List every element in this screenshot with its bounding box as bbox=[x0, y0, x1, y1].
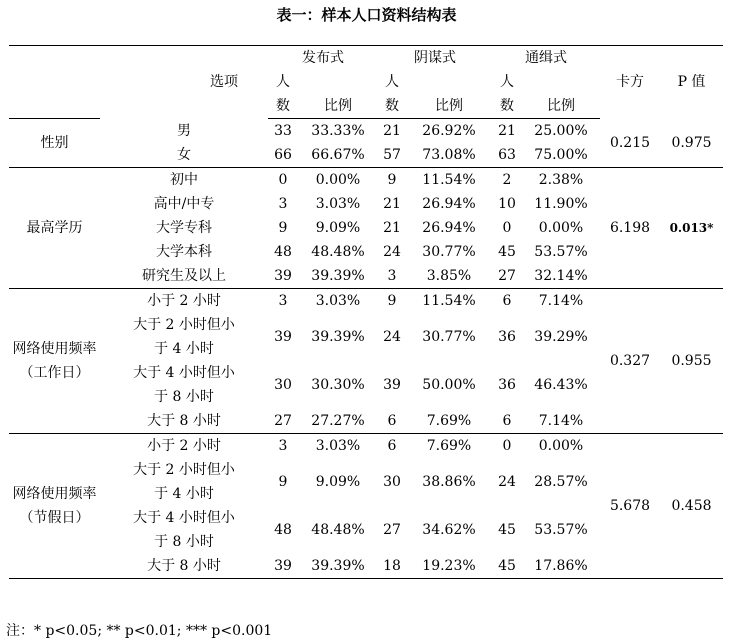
cell: 28.57% bbox=[534, 474, 588, 490]
cell: 75.00% bbox=[522, 143, 600, 168]
chi-value: 0.327 bbox=[600, 289, 660, 434]
row-label: 女 bbox=[100, 143, 268, 168]
header-blank bbox=[9, 46, 100, 71]
header-count-bottom: 数 bbox=[268, 94, 298, 119]
cell: 48 bbox=[274, 244, 292, 260]
cell: 36 bbox=[498, 377, 516, 393]
table-row bbox=[9, 289, 723, 314]
table-row bbox=[9, 119, 723, 144]
row-label: 大于 4 小时但小于 8 小时 bbox=[133, 510, 235, 550]
cell: 39 bbox=[274, 329, 292, 345]
section-name-line: 网络使用频率 bbox=[12, 341, 97, 357]
cell: 73.08% bbox=[406, 143, 492, 168]
cell: 39.39% bbox=[298, 264, 378, 289]
cell: 30.77% bbox=[422, 329, 476, 345]
table-note: 注：* p<0.05; ** p<0.01; *** p<0.001 bbox=[6, 623, 273, 639]
cell: 3 bbox=[278, 438, 288, 454]
cell: 19.23% bbox=[406, 554, 492, 579]
section-name bbox=[9, 434, 100, 579]
row-label: 大于 2 小时但小于 4 小时 bbox=[133, 462, 235, 502]
cell: 2 bbox=[502, 172, 512, 188]
header-ratio: 比例 bbox=[522, 94, 600, 119]
cell: 18 bbox=[378, 554, 406, 579]
cell: 10 bbox=[498, 196, 516, 212]
row-label: 小于 2 小时 bbox=[147, 293, 221, 309]
cell: 24 bbox=[383, 244, 401, 260]
row-label: 高中/中专 bbox=[153, 196, 215, 212]
cell: 27 bbox=[383, 522, 401, 538]
cell: 27.27% bbox=[298, 409, 378, 434]
cell: 21 bbox=[383, 220, 401, 236]
cell: 27 bbox=[492, 264, 522, 289]
row-label: 大于 2 小时但小于 4 小时 bbox=[133, 317, 235, 357]
cell: 3 bbox=[378, 264, 406, 289]
cell: 26.92% bbox=[422, 123, 476, 139]
cell: 30.30% bbox=[311, 377, 365, 393]
p-value: 0.975 bbox=[660, 119, 723, 168]
cell: 0 bbox=[278, 172, 288, 188]
row-label: 初中 bbox=[170, 172, 198, 188]
cell: 0.00% bbox=[538, 220, 584, 236]
header-group-2: 阴谋式 bbox=[414, 50, 456, 66]
demographics-table bbox=[9, 45, 723, 579]
cell: 7.14% bbox=[538, 293, 584, 309]
table-title: 表一：样本人口资料结构表 bbox=[276, 6, 457, 24]
section-name-line: （节假日） bbox=[19, 510, 90, 526]
header-count-bottom: 数 bbox=[492, 94, 522, 119]
row-label: 大于 8 小时 bbox=[100, 554, 268, 579]
cell: 48.48% bbox=[311, 244, 365, 260]
cell: 7.69% bbox=[406, 409, 492, 434]
row-label: 大学本科 bbox=[156, 244, 212, 260]
cell: 48 bbox=[274, 522, 292, 538]
table-row bbox=[9, 168, 723, 193]
p-value: 0.013* bbox=[660, 168, 723, 289]
cell: 57 bbox=[378, 143, 406, 168]
cell: 6 bbox=[502, 293, 512, 309]
cell: 17.86% bbox=[522, 554, 600, 579]
cell: 63 bbox=[492, 143, 522, 168]
cell: 7.69% bbox=[426, 438, 472, 454]
header-group-1: 发布式 bbox=[302, 50, 344, 66]
cell: 26.94% bbox=[422, 220, 476, 236]
cell: 33 bbox=[274, 123, 292, 139]
cell: 7.14% bbox=[522, 409, 600, 434]
cell: 21 bbox=[383, 123, 401, 139]
cell: 11.54% bbox=[422, 172, 476, 188]
header-chi: 卡方 bbox=[616, 74, 644, 91]
cell: 45 bbox=[492, 554, 522, 579]
cell: 9 bbox=[278, 220, 288, 236]
cell: 11.90% bbox=[534, 196, 588, 212]
chi-value: 5.678 bbox=[600, 434, 660, 579]
cell: 3 bbox=[278, 196, 288, 212]
cell: 50.00% bbox=[422, 377, 476, 393]
cell: 6 bbox=[492, 409, 522, 434]
cell: 24 bbox=[383, 329, 401, 345]
cell: 3 bbox=[278, 293, 288, 309]
cell: 9 bbox=[278, 474, 288, 490]
row-label: 男 bbox=[177, 122, 191, 139]
row-label: 小于 2 小时 bbox=[147, 438, 221, 454]
cell: 9 bbox=[387, 293, 397, 309]
header-ratio: 比例 bbox=[298, 94, 378, 119]
header-group-3: 通缉式 bbox=[525, 50, 567, 66]
header-ratio: 比例 bbox=[406, 94, 492, 119]
cell: 45 bbox=[498, 244, 516, 260]
cell: 36 bbox=[498, 329, 516, 345]
cell: 39 bbox=[268, 554, 298, 579]
header-count-top: 人 bbox=[276, 74, 290, 90]
cell: 30.77% bbox=[422, 244, 476, 260]
chi-value: 6.198 bbox=[600, 168, 660, 289]
cell: 39 bbox=[383, 377, 401, 393]
cell: 3.85% bbox=[406, 264, 492, 289]
cell: 39.39% bbox=[311, 329, 365, 345]
row-label: 大于 8 小时 bbox=[100, 409, 268, 434]
cell: 3.03% bbox=[315, 293, 361, 309]
cell: 6 bbox=[387, 438, 397, 454]
cell: 26.94% bbox=[422, 196, 476, 212]
section-name-line: （工作日） bbox=[19, 365, 90, 381]
cell: 53.57% bbox=[534, 244, 588, 260]
cell: 3.03% bbox=[315, 196, 361, 212]
cell: 6 bbox=[378, 409, 406, 434]
cell: 21 bbox=[498, 123, 516, 139]
row-label: 大学专科 bbox=[156, 220, 212, 236]
cell: 2.38% bbox=[538, 172, 584, 188]
header-count-bottom: 数 bbox=[378, 94, 406, 119]
cell: 11.54% bbox=[422, 293, 476, 309]
chi-value: 0.215 bbox=[600, 119, 660, 168]
cell: 25.00% bbox=[534, 123, 588, 139]
cell: 34.62% bbox=[422, 522, 476, 538]
p-value: 0.955 bbox=[660, 289, 723, 434]
cell: 3.03% bbox=[315, 438, 361, 454]
cell: 38.86% bbox=[422, 474, 476, 490]
header-count-top: 人 bbox=[500, 74, 514, 90]
cell: 27 bbox=[268, 409, 298, 434]
cell: 30 bbox=[383, 474, 401, 490]
cell: 0.00% bbox=[315, 172, 361, 188]
cell: 24 bbox=[498, 474, 516, 490]
cell: 53.57% bbox=[534, 522, 588, 538]
cell: 66.67% bbox=[298, 143, 378, 168]
cell: 0 bbox=[502, 220, 512, 236]
header-count-top: 人 bbox=[385, 74, 399, 90]
cell: 0.00% bbox=[538, 438, 584, 454]
section-name: 最高学历 bbox=[9, 168, 100, 289]
section-name bbox=[9, 289, 100, 434]
cell: 39 bbox=[268, 264, 298, 289]
cell: 39.29% bbox=[534, 329, 588, 345]
header-option: 选项 bbox=[210, 74, 238, 91]
cell: 45 bbox=[498, 522, 516, 538]
cell: 9.09% bbox=[315, 474, 361, 490]
p-value: 0.458 bbox=[660, 434, 723, 579]
row-label: 大于 4 小时但小于 8 小时 bbox=[133, 365, 235, 405]
table-row bbox=[9, 434, 723, 459]
cell: 66 bbox=[268, 143, 298, 168]
cell: 9.09% bbox=[315, 220, 361, 236]
cell: 39.39% bbox=[298, 554, 378, 579]
cell: 9 bbox=[387, 172, 397, 188]
cell: 0 bbox=[502, 438, 512, 454]
cell: 21 bbox=[383, 196, 401, 212]
header-p: P 值 bbox=[677, 74, 706, 91]
cell: 48.48% bbox=[311, 522, 365, 538]
section-name-line: 网络使用频率 bbox=[12, 486, 97, 502]
cell: 33.33% bbox=[311, 123, 365, 139]
section-name: 性别 bbox=[9, 119, 100, 168]
cell: 46.43% bbox=[534, 377, 588, 393]
row-label: 研究生及以上 bbox=[100, 264, 268, 289]
cell: 30 bbox=[274, 377, 292, 393]
cell: 32.14% bbox=[522, 264, 600, 289]
